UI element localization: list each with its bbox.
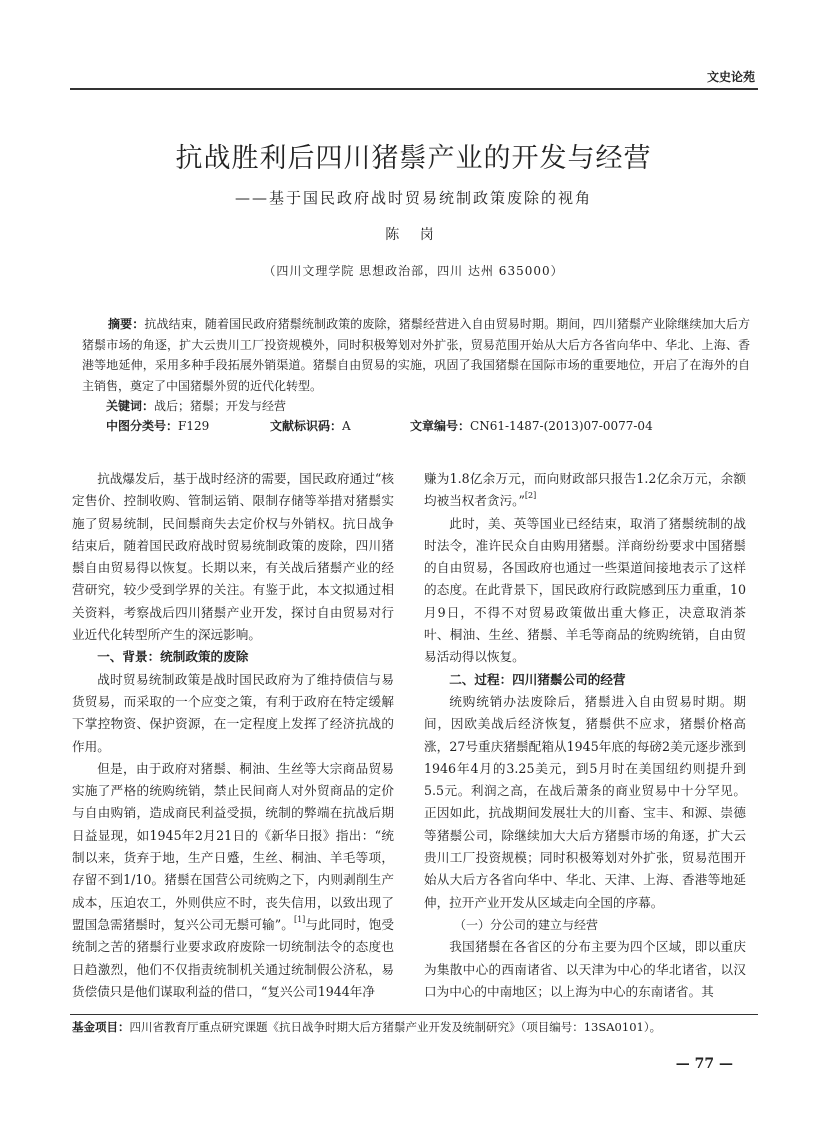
footnote-rule xyxy=(70,1014,758,1015)
subsection-heading: （一）分公司的建立与经营 xyxy=(454,917,599,932)
paragraph: 但是，由于政府对猪鬃、桐油、生丝等大宗商品贸易实施了严格的统购统销，禁止民间商人对外贸商品的定价与自由购销，造成商民利益受损，统制的弊端在抗战后期日益显现，如1945年2月21日的《新华日报》指出：“统制以来，货弃于地，生产日蹙，生丝、桐油、羊毛等项，存留不到1/10。猪鬃在国营公司统购之下，内则剥削生产成本，压迫农工，外则供应不时，丧失信用，以致出现了盟国急需猪鬃时，复兴公司无鬃可输”。[1]与此同时，饱受统制之苦的猪鬃行业要求政府废除一切统制法令的态度也日趋激烈，他们不仅指责统制机关通过统制假公济私，易货偿债只是他们谋取利益的借口，“复兴公司1944年净 xyxy=(72,760,394,999)
section-tag: 文史论苑 xyxy=(706,70,755,84)
page-number: — 77 — xyxy=(675,1056,733,1072)
left-column xyxy=(72,468,394,1003)
paragraph: 战时贸易统制政策是战时国民政府为了维持债信与易货贸易，而采取的一个应变之策，有利于政府在特定缓解下掌控物资、保护资源，在一定程度上发挥了经济抗战的作用。 xyxy=(72,671,394,754)
paragraph: 此时，美、英等国业已经结束，取消了猪鬃统制的战时法令，准许民众自由购用猪鬃。洋商纷纷要求中国猪鬃的自由贸易，各国政府也通过一些渠道间接地表示了这样的态度。在此背景下，国民政府行政院感到压力重重，10月9日，不得不对贸易政策做出重大修正，决意取消茶叶、桐油、生丝、猪鬃、羊毛等商品的统购统销，自由贸易活动得以恢复。 xyxy=(424,515,746,665)
doc-code: 文献标识码：A xyxy=(270,419,351,433)
paragraph: 统购统销办法废除后，猪鬃进入自由贸易时期。期间，因欧美战后经济恢复，猪鬃供不应求，猪鬃价格高涨，27号重庆猪鬃配箱从1945年底的每磅2美元逐步涨到1946年4月的3.25美元，到5月时在美国纽约则提升到5.5元。利润之高，在战后萧条的商业贸易中十分罕见。正因如此，抗战期间发展壮大的川畜、宝丰、和源、崇德等猪鬃公司，除继续加大大后方猪鬃市场的角逐，扩大云贵川工厂投资规模；同时积极筹划对外扩张，贸易范围开始从大后方各省向华中、华北、天津、上海、香港等地延伸，拉开产业开发从区域走向全国的序幕。 xyxy=(424,693,746,910)
abstract xyxy=(82,314,750,396)
paragraph: 赚为1.8亿余万元，而向财政部只报告1.2亿余万元，余额均被当权者贪污。”[2] xyxy=(424,471,746,509)
section-heading: 一、背景：统制政策的废除 xyxy=(97,649,249,665)
header-rule xyxy=(70,88,758,90)
keywords-text: 战后；猪鬃；开发与经营 xyxy=(154,399,287,413)
citation: [1] xyxy=(293,914,306,924)
fund-note: 基金项目：四川省教育厅重点研究课题《抗日战争时期大后方猪鬃产业开发及统制研究》（项目编号：13SA0101）。 xyxy=(72,1020,662,1034)
citation: [2] xyxy=(524,491,537,501)
affiliation: （四川文理学院 思想政治部，四川 达州 635000） xyxy=(263,264,564,278)
keywords xyxy=(106,397,286,414)
author: 陈 岗 xyxy=(385,227,442,243)
paragraph: 抗战爆发后，基于战时经济的需要，国民政府通过“核定售价、控制收购、管制运销、限制存储等举措对猪鬃实施了贸易统制，民间鬃商失去定价权与外销权。抗日战争结束后，随着国民政府战时贸易统制政策的废除，四川猪鬃自由贸易得以恢复。长期以来，有关战后猪鬃产业的经营研究，较少受到学界的关注。有鉴于此，本文拟通过相关资料，考察战后四川猪鬃产业开发，探讨自由贸易对行业近代化转型所产生的深远影响。 xyxy=(72,471,394,643)
abstract-label: 摘要： xyxy=(108,317,145,331)
keywords-label: 关键词： xyxy=(106,399,155,413)
clc-number: 中图分类号：F129 xyxy=(106,419,210,433)
section-heading: 二、过程：四川猪鬃公司的经营 xyxy=(449,671,626,687)
right-column xyxy=(424,468,746,1003)
article-title: 抗战胜利后四川猪鬃产业的开发与经营 xyxy=(175,143,652,174)
abstract-text: 抗战结束，随着国民政府猪鬃统制政策的废除，猪鬃经营进入自由贸易时期。期间，四川猪鬃产业除继续加大后方猪鬃市场的角逐，扩大云贵川工厂投资规模外，同时积极筹划对外扩张，贸易范围开始从大后方各省向华中、华北、上海、香港等地延伸，采用多种手段拓展外销渠道。猪鬃自由贸易的实施，巩固了我国猪鬃在国际市场的重要地位，开启了在海外的自主销售，奠定了中国猪鬃外贸的近代化转型。 xyxy=(82,317,750,393)
article-id: 文章编号：CN61-1487-(2013)07-0077-04 xyxy=(410,419,653,433)
paragraph: 我国猪鬃在各省区的分布主要为四个区域，即以重庆为集散中心的西南诸省、以天津为中心的华北诸省，以汉口为中心的中南地区；以上海为中心的东南诸省。其 xyxy=(424,939,746,999)
article-subtitle: ——基于国民政府战时贸易统制政策废除的视角 xyxy=(234,189,592,207)
